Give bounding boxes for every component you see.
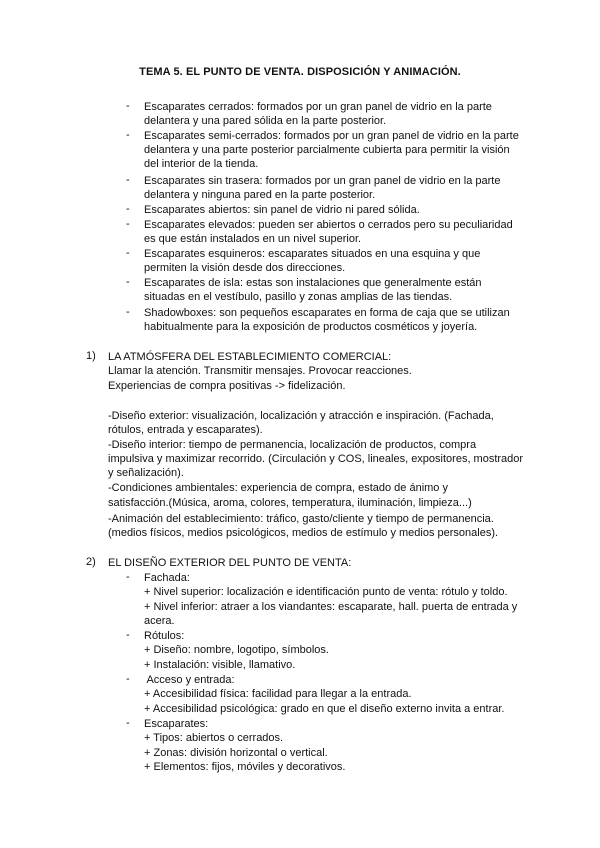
sub-item-line: + Accesibilidad física: facilidad para llegar a la entrada. [144, 688, 412, 700]
sub-item-line: + Zonas: división horizontal o vertical. [144, 747, 328, 759]
list-dash: - [126, 571, 130, 583]
sub-item-line: + Nivel superior: localización e identificación punto de venta: rótulo y toldo. [144, 586, 508, 598]
list-dash: - [126, 276, 130, 288]
list-item-line: delantera y una pared sólida en la parte posterior. [144, 115, 387, 127]
paragraph-line: -Diseño interior: tiempo de permanencia, localización de productos, compra [108, 439, 477, 451]
section-heading: LA ATMÓSFERA DEL ESTABLECIMIENTO COMERCIAL: [108, 351, 392, 363]
list-dash: - [126, 174, 130, 186]
paragraph-line: -Condiciones ambientales: experiencia de compra, estado de ánimo y [108, 482, 448, 494]
page-title: TEMA 5. EL PUNTO DE VENTA. DISPOSICIÓN Y ANIMACIÓN. [139, 66, 461, 78]
list-dash: - [126, 629, 130, 641]
list-item-line: situadas en el vestíbulo, pasillo y zonas amplias de las tiendas. [144, 291, 453, 303]
sub-item-line: + Tipos: abiertos o cerrados. [144, 732, 284, 744]
sub-item-line: acera. [144, 615, 175, 627]
list-dash: - [126, 306, 130, 318]
section-number: 1) [86, 350, 96, 362]
section-number: 2) [86, 556, 96, 568]
list-item-line: Escaparates esquineros: escaparates situados en una esquina y que [144, 248, 481, 260]
list-item-line: Escaparates abiertos: sin panel de vidrio ni pared sólida. [144, 204, 420, 216]
list-item-line: habitualmente para la exposición de productos cosméticos y joyería. [144, 321, 478, 333]
list-item-line: Escaparates semi-cerrados: formados por un gran panel de vidrio en la parte [144, 130, 519, 142]
list-item-line: Escaparates elevados: pueden ser abiertos o cerrados pero su peculiaridad [144, 219, 513, 231]
paragraph-line: y señalización). [108, 467, 184, 479]
list-item-label: Fachada: [144, 572, 190, 584]
list-item-line: permiten la visión desde dos direcciones. [144, 262, 346, 274]
sub-item-line: + Elementos: fijos, móviles y decorativos. [144, 761, 346, 773]
list-dash: - [126, 203, 130, 215]
paragraph-line: -Diseño exterior: visualización, localización y atracción e inspiración. (Fachada, [108, 410, 494, 422]
section-intro-line: Experiencias de compra positivas -> fidelización. [108, 380, 346, 392]
sub-item-line: + Accesibilidad psicológica: grado en que el diseño externo invita a entrar. [144, 703, 505, 715]
sub-item-line: + Nivel inferior: atraer a los viandantes: escaparate, hall. puerta de entrada y [144, 601, 518, 613]
sub-item-line: + Instalación: visible, llamativo. [144, 659, 296, 671]
list-dash: - [126, 100, 130, 112]
list-item-line: Escaparates de isla: estas son instalaciones que generalmente están [144, 277, 482, 289]
list-item-line: es que están instalados en un nivel superior. [144, 233, 362, 245]
paragraph-line: rótulos, entrada y escaparates). [108, 424, 263, 436]
list-item-line: delantera y una parte posterior parcialmente cubierta para permitir la visión [144, 144, 510, 156]
list-item-label: Rótulos: [144, 630, 185, 642]
paragraph-line: (medios físicos, medios psicológicos, medios de estímulo y medios personales). [108, 527, 499, 539]
list-dash: - [126, 673, 130, 685]
paragraph-line: satisfacción.(Música, aroma, colores, temperatura, iluminación, limpieza...) [108, 497, 472, 509]
list-dash: - [126, 218, 130, 230]
list-item-line: delantera y ninguna pared en la parte posterior. [144, 189, 376, 201]
list-dash: - [126, 129, 130, 141]
list-item-label: Escaparates: [144, 718, 209, 730]
list-item-line: Escaparates cerrados: formados por un gran panel de vidrio en la parte [144, 101, 492, 113]
sub-item-line: + Diseño: nombre, logotipo, símbolos. [144, 644, 329, 656]
list-item-line: Shadowboxes: son pequeños escaparates en forma de caja que se utilizan [144, 307, 510, 319]
list-dash: - [126, 247, 130, 259]
list-dash: - [126, 717, 130, 729]
list-item-line: del interior de la tienda. [144, 158, 259, 170]
section-intro-line: Llamar la atención. Transmitir mensajes. Provocar reacciones. [108, 365, 412, 377]
paragraph-line: impulsiva y maximizar recorrido. (Circulación y COS, lineales, expositores, mostrador [108, 453, 524, 465]
paragraph-line: -Animación del establecimiento: tráfico, gasto/cliente y tiempo de permanencia. [108, 513, 494, 525]
section-heading: EL DISEÑO EXTERIOR DEL PUNTO DE VENTA: [108, 557, 352, 569]
list-item-label: Acceso y entrada: [144, 674, 235, 686]
list-item-line: Escaparates sin trasera: formados por un gran panel de vidrio en la parte [144, 175, 501, 187]
